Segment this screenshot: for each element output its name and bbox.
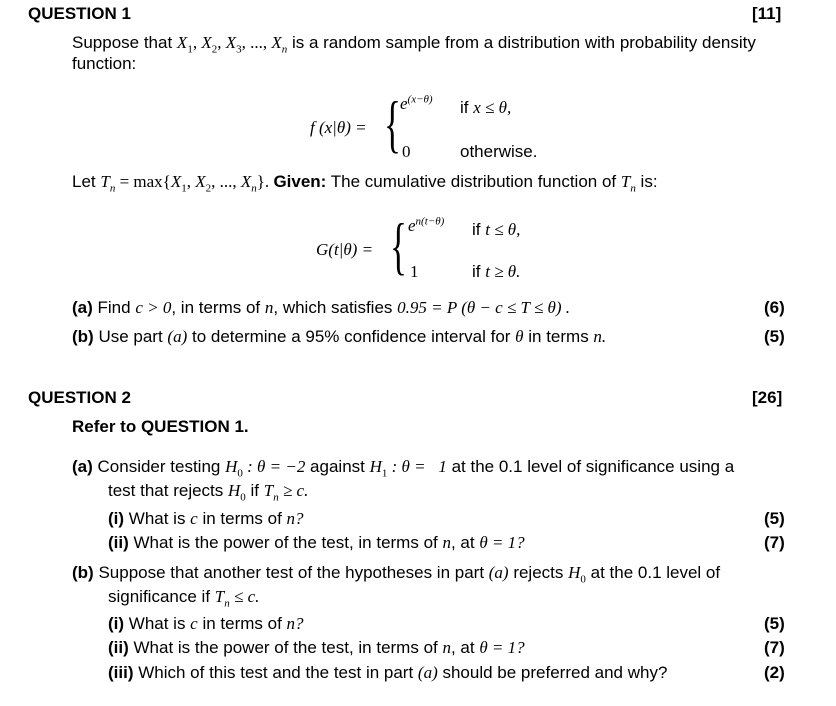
question-1-title: QUESTION 1	[28, 4, 131, 23]
question-2-part-a-line2: test that rejects $H_0$ if $T_n \ge c$.	[108, 481, 309, 504]
question-2-part-b-line1: (b) Suppose that another test of the hypotheses in part (a) rejects $H_0$ at the 0.1 level of	[72, 563, 721, 586]
cdf-equation	[316, 208, 576, 288]
question-2-part-b-line2: significance if $T_n \le c$.	[108, 587, 260, 610]
pdf-case2-expr: 0	[402, 142, 411, 161]
question-2-part-b-iii: (iii) Which of this test and the test in part (a) should be preferred and why?	[108, 663, 668, 682]
cdf-case1-cond: if t ≤ θ,	[472, 220, 521, 239]
pdf-lhs: f (x|θ) =	[310, 118, 367, 137]
question-1-part-a: (a) Find c > 0, in terms of n, which satisfies 0.95 = P (θ − c ≤ T ≤ θ) .	[72, 298, 571, 317]
question-1-intro: Suppose that $X_1$, $X_2$, $X_3$, ..., $X_n$ is a random sample from a distribution with probability density	[72, 33, 756, 56]
question-2-part-a-i: (i) What is c in terms of n?	[108, 509, 304, 528]
question-2-marks: [26]	[752, 388, 783, 407]
question-1-part-b: (b) Use part (a) to determine a 95% confidence interval for θ in terms n.	[72, 327, 607, 346]
cdf-lhs: G(t|θ) =	[316, 240, 374, 259]
left-brace-icon: {	[384, 88, 401, 159]
cdf-case2-expr: 1	[410, 262, 419, 281]
question-2-part-b-ii: (ii) What is the power of the test, in terms of n, at θ = 1?	[108, 638, 525, 657]
question-2-part-b-i: (i) What is c in terms of n?	[108, 614, 304, 633]
question-2-refer: Refer to QUESTION 1.	[72, 417, 249, 436]
question-1-part-a-marks: (6)	[764, 298, 785, 317]
question-1-part-b-marks: (5)	[764, 327, 785, 346]
pdf-case2-cond: otherwise.	[460, 142, 538, 161]
cdf-case1-expr: $e^{n(t-\theta)}$	[408, 215, 445, 235]
question-2-title: QUESTION 2	[28, 388, 131, 407]
question-1-marks: [11]	[752, 4, 782, 23]
cdf-case2-cond: if t ≥ θ.	[472, 262, 521, 281]
question-2-part-a-ii: (ii) What is the power of the test, in terms of n, at θ = 1?	[108, 533, 525, 552]
pdf-case1-cond: if x ≤ θ,	[460, 98, 512, 117]
left-brace-icon: {	[390, 210, 407, 281]
pdf-case1-expr: $e^{(x-\theta)}$	[400, 93, 433, 113]
question-2-part-b-ii-marks: (7)	[764, 638, 785, 657]
pdf-equation	[310, 86, 570, 166]
question-2-part-a-ii-marks: (7)	[764, 533, 785, 552]
question-1-let-line: Let $T_n = \max\{X_1$, $X_2$, ..., $X_n$}. Given: The cumulative distribution function of $T_n$ is:	[72, 172, 658, 195]
question-2-part-b-iii-marks: (2)	[764, 663, 785, 682]
question-1-intro-line2: function:	[72, 54, 137, 73]
question-2-part-a-i-marks: (5)	[764, 509, 785, 528]
question-2-part-b-i-marks: (5)	[764, 614, 785, 633]
question-2-part-a-line1: (a) Consider testing $H_0$ : θ = −2 against $H_1$ : θ = 1 at the 0.1 level of significance using a	[72, 457, 735, 480]
